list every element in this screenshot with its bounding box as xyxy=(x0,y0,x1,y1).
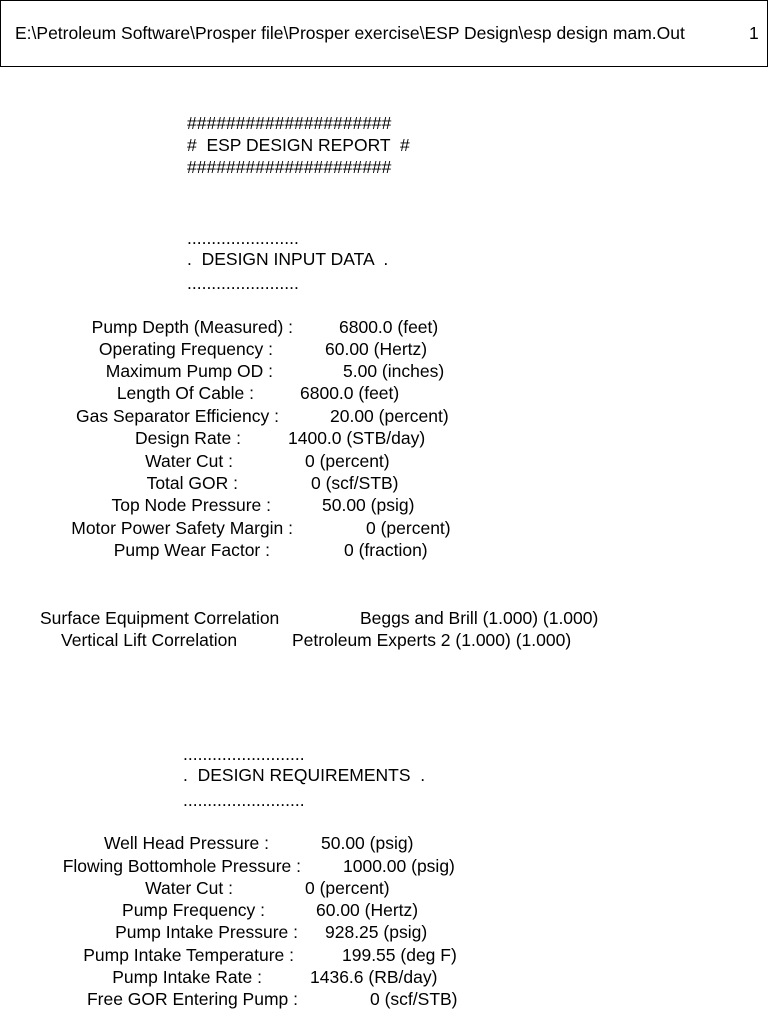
input-label: Total GOR : xyxy=(146,473,238,493)
requirement-label: Water Cut : xyxy=(145,878,233,898)
input-value: 0 (percent) xyxy=(366,518,451,538)
input-value: 1400.0 (STB/day) xyxy=(288,428,426,448)
page-number: 1 xyxy=(749,23,759,43)
input-label: Motor Power Safety Margin : xyxy=(71,518,293,538)
requirement-label: Pump Intake Temperature : xyxy=(83,945,294,965)
correlation-value: Petroleum Experts 2 (1.000) (1.000) xyxy=(292,630,572,650)
requirement-value: 60.00 (Hertz) xyxy=(316,900,419,920)
requirement-label: Pump Intake Pressure : xyxy=(115,922,298,942)
requirement-label: Free GOR Entering Pump : xyxy=(86,989,298,1009)
input-section-title: . DESIGN INPUT DATA . xyxy=(187,249,389,269)
input-value: 0 (fraction) xyxy=(344,540,428,560)
requirements-dots-bottom: ......................... xyxy=(183,790,305,810)
requirement-label: Flowing Bottomhole Pressure : xyxy=(62,856,301,876)
requirements-dots-top: ......................... xyxy=(183,744,305,764)
requirement-value: 50.00 (psig) xyxy=(321,833,414,853)
requirement-label: Well Head Pressure : xyxy=(103,833,269,853)
requirement-value: 1000.00 (psig) xyxy=(343,856,455,876)
input-value: 60.00 (Hertz) xyxy=(325,339,428,359)
requirement-value: 0 (percent) xyxy=(305,878,390,898)
input-label: Gas Separator Efficiency : xyxy=(76,406,279,426)
input-label: Operating Frequency : xyxy=(98,339,273,359)
report-title: # ESP DESIGN REPORT # xyxy=(187,135,410,155)
requirement-value: 0 (scf/STB) xyxy=(370,989,458,1009)
input-label: Design Rate : xyxy=(134,428,241,448)
requirement-label: Pump Frequency : xyxy=(122,900,265,920)
input-label: Maximum Pump OD : xyxy=(105,361,273,381)
input-dots-top: ....................... xyxy=(187,228,299,248)
input-label: Top Node Pressure : xyxy=(111,495,271,515)
title-hash-top: ##################### xyxy=(187,113,392,133)
title-hash-bottom: ##################### xyxy=(187,157,392,177)
correlation-value: Beggs and Brill (1.000) (1.000) xyxy=(360,608,599,628)
requirement-value: 1436.6 (RB/day) xyxy=(310,967,438,987)
input-value: 20.00 (percent) xyxy=(330,406,449,426)
input-value: 5.00 (inches) xyxy=(343,361,445,381)
correlation-label: Vertical Lift Correlation xyxy=(61,630,238,650)
input-value: 6800.0 (feet) xyxy=(339,317,439,337)
file-header xyxy=(0,0,768,67)
input-label: Pump Depth (Measured) : xyxy=(91,317,293,337)
requirement-label: Pump Intake Rate : xyxy=(112,967,262,987)
input-label: Length Of Cable : xyxy=(116,383,254,403)
input-label: Pump Wear Factor : xyxy=(113,540,270,560)
requirement-value: 928.25 (psig) xyxy=(325,922,428,942)
input-value: 50.00 (psig) xyxy=(322,495,415,515)
input-dots-bottom: ....................... xyxy=(187,273,299,293)
correlation-label: Surface Equipment Correlation xyxy=(40,608,280,628)
requirement-value: 199.55 (deg F) xyxy=(342,945,457,965)
input-label: Water Cut : xyxy=(145,451,233,471)
input-value: 0 (scf/STB) xyxy=(311,473,399,493)
requirements-section-title: . DESIGN REQUIREMENTS . xyxy=(183,765,426,785)
file-path: E:\Petroleum Software\Prosper file\Prosper exercise\ESP Design\esp design mam.Out xyxy=(15,23,685,43)
input-value: 6800.0 (feet) xyxy=(300,383,400,403)
input-value: 0 (percent) xyxy=(305,451,390,471)
